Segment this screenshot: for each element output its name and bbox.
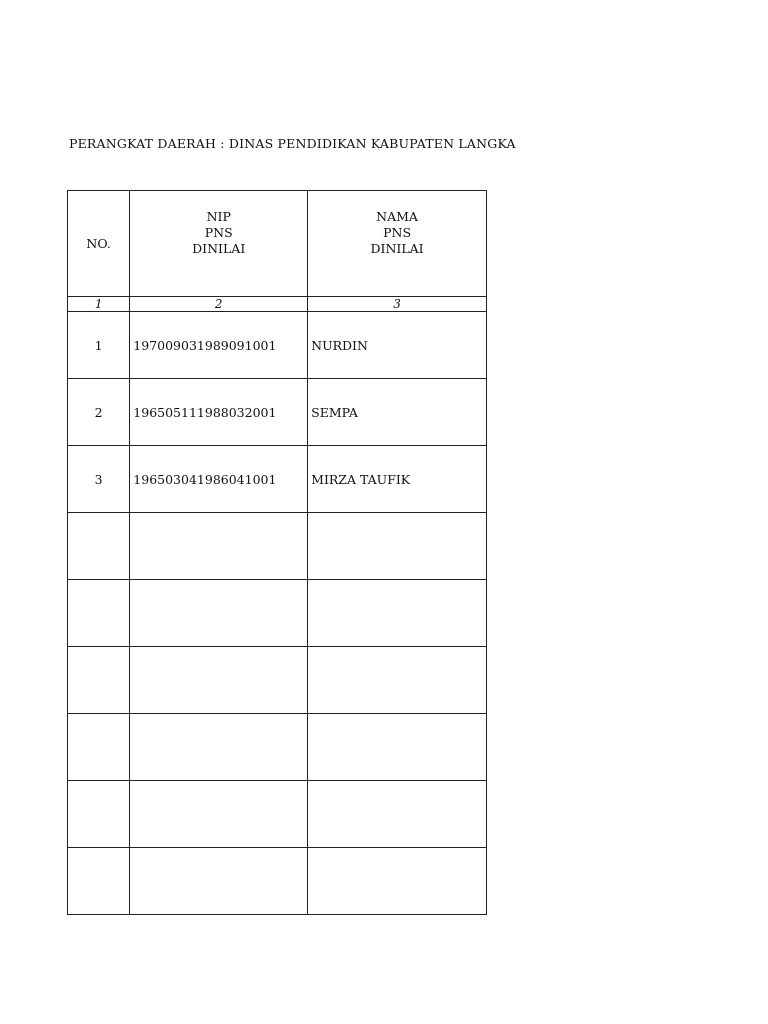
cell-nama: [308, 647, 487, 714]
header-nama: [308, 191, 487, 297]
cell-no: [68, 513, 130, 580]
cell-nip: [130, 848, 308, 915]
table-row: [68, 446, 487, 513]
table-header-row: [68, 191, 487, 297]
cell-no: [68, 647, 130, 714]
cell-nip: 196503041986041001: [130, 446, 308, 513]
cell-nip: [130, 714, 308, 781]
cell-nip: [130, 580, 308, 647]
cell-no: [68, 848, 130, 915]
column-index-row: [68, 297, 487, 312]
cell-nama: SEMPA: [308, 379, 487, 446]
header-nip-line: PNS: [204, 224, 233, 240]
cell-nama: [308, 513, 487, 580]
header-nama-line: PNS: [383, 224, 412, 240]
column-index: 1: [68, 297, 130, 312]
cell-nama: [308, 848, 487, 915]
table-row: [68, 379, 487, 446]
cell-no: [68, 781, 130, 848]
column-index: 2: [130, 297, 308, 312]
cell-nama: [308, 781, 487, 848]
column-index: 3: [308, 297, 487, 312]
header-no: NO.: [68, 191, 130, 297]
cell-nama: MIRZA TAUFIK: [308, 446, 487, 513]
cell-nip: 197009031989091001: [130, 312, 308, 379]
cell-nip: 196505111988032001: [130, 379, 308, 446]
cell-nip: [130, 513, 308, 580]
cell-nama: [308, 580, 487, 647]
table-row: [68, 848, 487, 915]
cell-no: [68, 580, 130, 647]
header-nip: [130, 191, 308, 297]
table-row: [68, 580, 487, 647]
cell-no: 3: [68, 446, 130, 513]
header-nama-line: DINILAI: [370, 240, 424, 256]
document-title: PERANGKAT DAERAH : DINAS PENDIDIKAN KABUPATEN LANGKA: [69, 136, 516, 151]
header-nip-line: NIP: [206, 208, 231, 224]
table-row: [68, 312, 487, 379]
pns-table: [67, 190, 487, 915]
header-nama-line: NAMA: [376, 208, 418, 224]
cell-nama: NURDIN: [308, 312, 487, 379]
cell-nip: [130, 647, 308, 714]
table-row: [68, 647, 487, 714]
header-nip-line: DINILAI: [192, 240, 246, 256]
cell-nip: [130, 781, 308, 848]
cell-no: 2: [68, 379, 130, 446]
table-row: [68, 513, 487, 580]
cell-no: 1: [68, 312, 130, 379]
cell-no: [68, 714, 130, 781]
table-row: [68, 714, 487, 781]
cell-nama: [308, 714, 487, 781]
table-row: [68, 781, 487, 848]
